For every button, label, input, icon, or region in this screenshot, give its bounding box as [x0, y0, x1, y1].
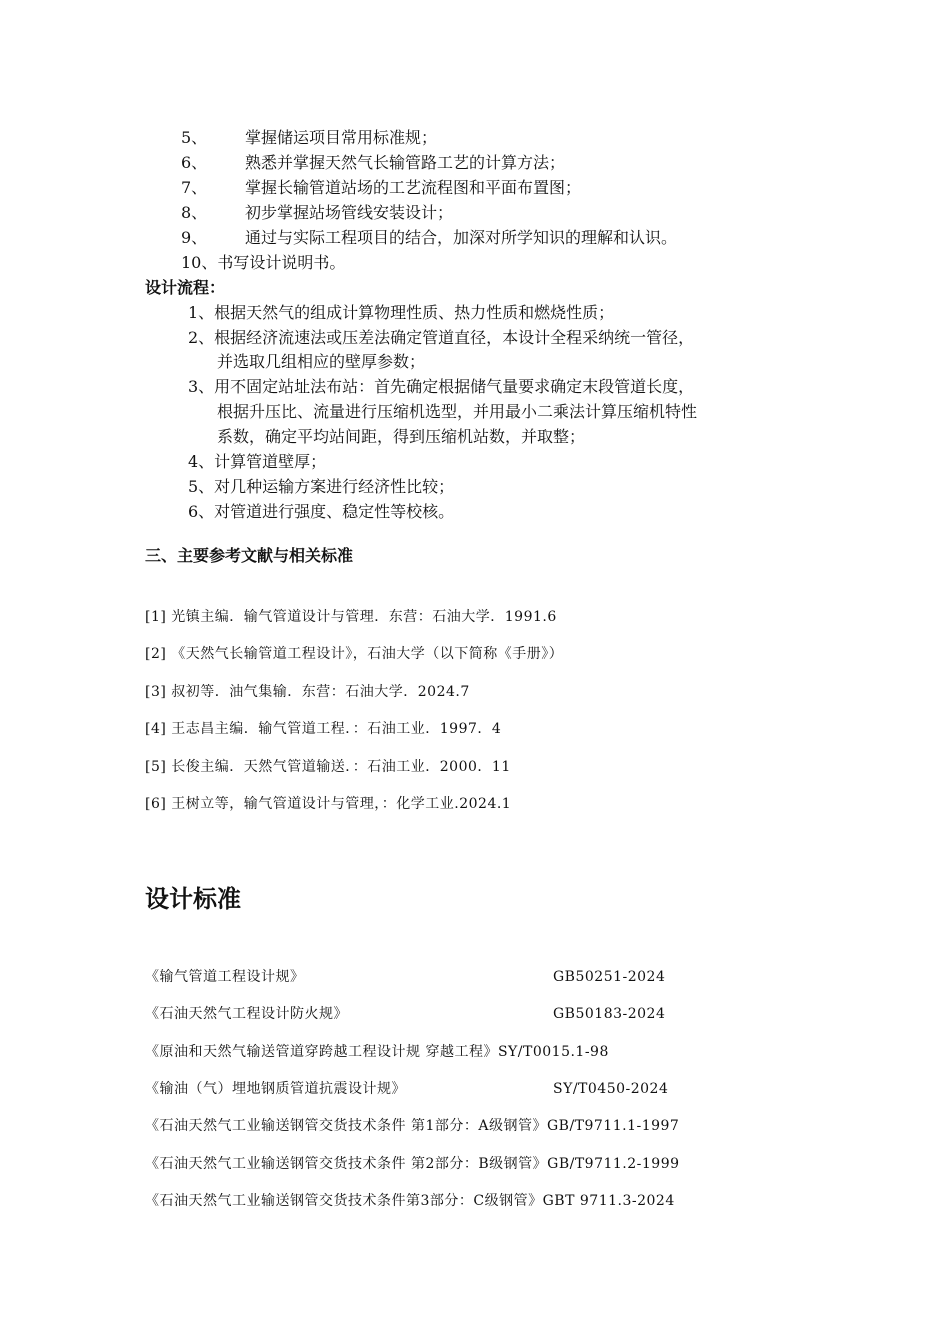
standard-code: GB/T9711.1-1997 — [546, 1118, 680, 1134]
standards-title: 设计标准 — [145, 884, 241, 913]
reference-item: [1] 光镇主编．输气管道设计与管理．东营：石油大学．1991.6 — [145, 609, 557, 625]
objective-item — [181, 203, 453, 223]
objective-text: 掌握长输管道站场的工艺流程图和平面布置图； — [245, 178, 582, 197]
objective-text: 通过与实际工程项目的结合，加深对所学知识的理解和认识。 — [245, 228, 678, 247]
process-line: 3、用不固定站址法布站：首先确定根据储气量要求确定末段管道长度， — [188, 377, 695, 396]
process-line: 1、根据天然气的组成计算物理性质、热力性质和燃烧性质； — [188, 303, 615, 322]
standard-name: 《石油天然气工业输送钢管交货技术条件 第1部分：A级钢管》 — [145, 1118, 547, 1134]
objective-text: 10、书写设计说明书。 — [181, 253, 346, 272]
standard-item — [145, 1154, 680, 1174]
standard-code: GBT 9711.3-2024 — [542, 1193, 675, 1209]
standard-item — [145, 1042, 609, 1062]
objective-number: 6、 — [181, 153, 208, 172]
objective-number: 8、 — [181, 203, 208, 222]
objective-item — [181, 228, 677, 248]
standard-code: SY/T0015.1-98 — [497, 1044, 609, 1060]
reference-item: [4] 王志昌主编．输气管道工程．：石油工业．1997．4 — [145, 721, 502, 737]
process-line: 5、对几种运输方案进行经济性比较； — [188, 477, 455, 496]
reference-item: [5] 长俊主编．天然气管道输送．：石油工业．2000．11 — [145, 759, 511, 775]
standard-name: 《原油和天然气输送管道穿跨越工程设计规 穿越工程》 — [145, 1044, 498, 1060]
reference-item: [6] 王树立等，输气管道设计与管理，：化学工业.2024.1 — [145, 796, 512, 812]
standard-name: 《输油（气）埋地钢质管道抗震设计规》 — [145, 1081, 406, 1097]
process-line: 2、根据经济流速法或压差法确定管道直径，本设计全程采纳统一管径， — [188, 328, 695, 347]
objective-text: 初步掌握站场管线安装设计； — [245, 203, 454, 222]
standard-name: 《石油天然气工业输送钢管交货技术条件第3部分：C级钢管》 — [145, 1193, 543, 1209]
references-title: 三、主要参考文献与相关标准 — [145, 546, 354, 565]
standard-item — [145, 1116, 679, 1136]
process-line: 系数，确定平均站间距，得到压缩机站数，并取整； — [217, 427, 586, 446]
standard-name: 《输气管道工程设计规》 — [145, 969, 305, 985]
process-line: 6、对管道进行强度、稳定性等校核。 — [188, 502, 455, 521]
reference-item: [3] 叔初等．油气集输．东营：石油大学．2024.7 — [145, 684, 470, 700]
objective-item — [181, 153, 565, 173]
standard-name: 《石油天然气工程设计防火规》 — [145, 1006, 348, 1022]
objective-item — [181, 128, 437, 148]
standard-code: GB50251-2024 — [553, 969, 666, 985]
objective-number: 5、 — [181, 128, 208, 147]
objective-text: 掌握储运项目常用标准规； — [245, 128, 438, 147]
process-line: 并选取几组相应的壁厚参数； — [217, 352, 426, 371]
objective-text: 熟悉并掌握天然气长输管路工艺的计算方法； — [245, 153, 566, 172]
standard-name: 《石油天然气工业输送钢管交货技术条件 第2部分：B级钢管》 — [145, 1156, 548, 1172]
standard-code: GB/T9711.2-1999 — [547, 1156, 680, 1172]
objective-item — [181, 253, 345, 273]
objective-item — [181, 178, 581, 198]
objective-number: 9、 — [181, 228, 208, 247]
process-line: 4、计算管道壁厚； — [188, 452, 327, 471]
process-line: 根据升压比、流量进行压缩机选型，并用最小二乘法计算压缩机特性 — [217, 402, 698, 421]
reference-item: [2] 《天然气长输管道工程设计》，石油大学（以下简称《手册》） — [145, 646, 564, 662]
standard-code: GB50183-2024 — [553, 1006, 666, 1022]
process-title: 设计流程： — [145, 278, 226, 297]
standard-item — [145, 1191, 675, 1211]
objective-number: 7、 — [181, 178, 208, 197]
standard-code: SY/T0450-2024 — [553, 1081, 669, 1097]
